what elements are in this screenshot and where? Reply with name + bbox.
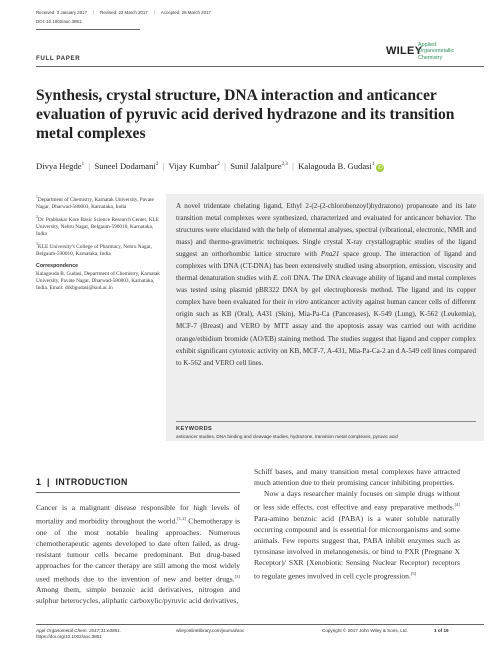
received-date: Received: 3 January 2017: [36, 10, 88, 15]
intro-paragraph: Now a days researcher mainly focuses on simple drugs without or less side effects, cost effective and easy preparative methods.[4] Para-amino benzoic acid (PABA) is a water soluble naturally occurring compound and is essential for microorganisms and some animals. Few reports suggest that, PABA inhibit enzymes such as tyrosinase involved in melanogenesis, or bind to PXR (Pregnane X Receptor)/ SXR (Xenobiotic Sensing Nuclear Receptor) receptors to regulate genes involved in cell cycle progression.[5]: [254, 489, 460, 581]
affiliations: [36, 194, 161, 295]
journal-url[interactable]: wileyonlinelibrary.com/journal/aoc: [176, 628, 245, 633]
publisher-logo: WILEY: [386, 45, 423, 57]
section-heading: 1 | INTRODUCTION: [36, 477, 128, 487]
page-number: 1 of 19: [434, 628, 449, 633]
section-title: INTRODUCTION: [55, 477, 128, 487]
article-type: FULL PAPER: [36, 55, 81, 62]
author-name: Sunil Jalalpure: [230, 161, 282, 171]
journal-logo-line: Chemistry: [418, 54, 443, 61]
author-name: Divya Hegde: [36, 161, 82, 171]
header-rule: [36, 29, 140, 30]
author-name: Kalagouda B. Gudasi: [298, 161, 372, 171]
author-list: Divya Hegde$^1$ | Suneel Dodamani$^2$ | Vijay Kumbar$^2$ | Sunil Jalalpure$^{2,3}$ | Kalagouda B. Gudasi$^1$iD: [36, 161, 383, 171]
author-name: Vijay Kumbar: [168, 161, 218, 171]
author-affiliation-mark: 2,3: [281, 162, 288, 168]
footer-citation: [36, 628, 121, 640]
top-rule: [36, 66, 484, 67]
intro-paragraph: Schiff bases, and many transition metal complexes have attracted much attention due to their promising cancer inhibiting properties.: [254, 467, 460, 488]
doi[interactable]: DOI: 10.1002/aoc.3851: [36, 19, 82, 24]
author-affiliation-mark: 2: [155, 162, 159, 168]
accepted-date: Accepted: 28 March 2017: [160, 10, 211, 15]
abstract-text: A novel tridentate chelating ligand, Ethyl 2-(2-(2-chlorobenzoyl)hydrazono) propanoate and its late transition metal complexes were synthesized, characterized and evaluated for anticancer behavior. The structures were elucidated with the help of elemental analyses, spectral (vibrational, electronic, NMR and mass) and thermo-gravimetric techniques. Single crystal X-ray crystallographic studies of the ligand suggest an orthorhombic lattice structure with Pna21 space group. The interaction of ligand and complexes with DNA (CT-DNA) has been extensively studied using absorption, emission, viscosity and thermal denaturation studies with E. coli DNA. The DNA cleavage ability of ligand and metal complexes was tested using plasmid pBR322 DNA by gel electrophoresis method. The ligand and its copper complex have been evaluated for their in vitro anticancer activity against human cancer cells of different origin such as KB (Oral), A431 (Skin), Mia-Pa-Ca (Pancreases), K-549 (Lung), K-562 (Leukemia), MCF-7 (Breast) and VERO by MTT assay and the apoptosis assay was carried out with acridine orange/ethidium bromide (AO/EB) staining method. The studies suggest that ligand and copper complex exhibit significant cytotoxic activity on KB, MCF-7, A-431, Mia-Pa-Ca-2 an d A-549 cell lines compared to K-562 and VERO cell lines.: [176, 202, 476, 367]
citation-line: Appl Organometal Chem. 2017;31:e3851.: [36, 628, 122, 633]
section-number: 1: [36, 477, 42, 487]
correspondence-heading: Correspondence: [36, 262, 79, 269]
affiliation: $^2$Dr. Prabhakar Kore Basic Science Research Center, KLE University, Nehru Nagar, Belgaum-590010, Karnataka, India: [36, 214, 160, 237]
correspondence-text: Kalagouda B. Gudasi, Department of Chemistry, Karnatak University, Pavate Nagar, Dharwad-580003, Karnataka, India. Email: drkbgudasi@kud.ac.in: [36, 271, 160, 292]
date-separator: |: [153, 10, 155, 15]
keywords: anticancer studies, DNA binding and cleavage studies, hydrazone, transition metal complexes, pyruvic acid: [176, 434, 398, 439]
orcid-icon[interactable]: iD: [378, 165, 383, 171]
article-dates: [36, 10, 217, 15]
affiliation: $^1$Department of Chemistry, Karnatak University, Pavate Nagar, Dharwad-580003, Karnataka, India: [36, 195, 154, 210]
copyright: Copyright © 2017 John Wiley & Sons, Ltd.: [322, 628, 408, 633]
author-name: Suneel Dodamani: [94, 161, 156, 171]
paper-title: Synthesis, crystal structure, DNA interaction and anticancer evaluation of pyruvic acid derived hydrazone and its transition metal complexes: [36, 87, 455, 142]
date-separator: |: [93, 10, 95, 15]
journal-logo: [418, 42, 478, 61]
section-rule: [36, 492, 240, 493]
intro-column-2: [254, 466, 460, 582]
citation-doi[interactable]: https://doi.org/10.1002/aoc.3851: [36, 634, 102, 639]
journal-logo-line: Organometallic: [418, 48, 455, 55]
author-affiliation-mark: 2: [217, 162, 220, 168]
journal-logo-line: Applied: [418, 42, 436, 48]
keywords-rule: [176, 421, 476, 422]
affiliation: $^3$KLE University's College of Pharmacy, Nehru Nagar, Belgaum-590010, Karnataka, India: [36, 242, 152, 257]
keywords-heading: KEYWORDS: [176, 426, 213, 432]
revised-date: Revised: 23 March 2017: [100, 10, 148, 15]
author-affiliation-mark: 1: [371, 162, 375, 168]
author-affiliation-mark: 1: [81, 162, 85, 168]
footer-rule: [36, 624, 484, 625]
intro-column-1: Cancer is a malignant disease responsible for high levels of mortality and morbidity throughout the world.[1,2] Chemotherapy is one of the most notable healing approaches. Numerous chemotherapeutic agents developed to date often failed, as drug-resistant tumour cells became predominant. But drug-based approaches for the cancer therapy are still among the most widely used methods due to the invention of new and better drugs.[3] Among them, simple benzoic acid derivatives, nitrogen and sulphur heterocycles, aliphatic carboxylic/pyruvic acid derivatives,: [36, 503, 240, 606]
